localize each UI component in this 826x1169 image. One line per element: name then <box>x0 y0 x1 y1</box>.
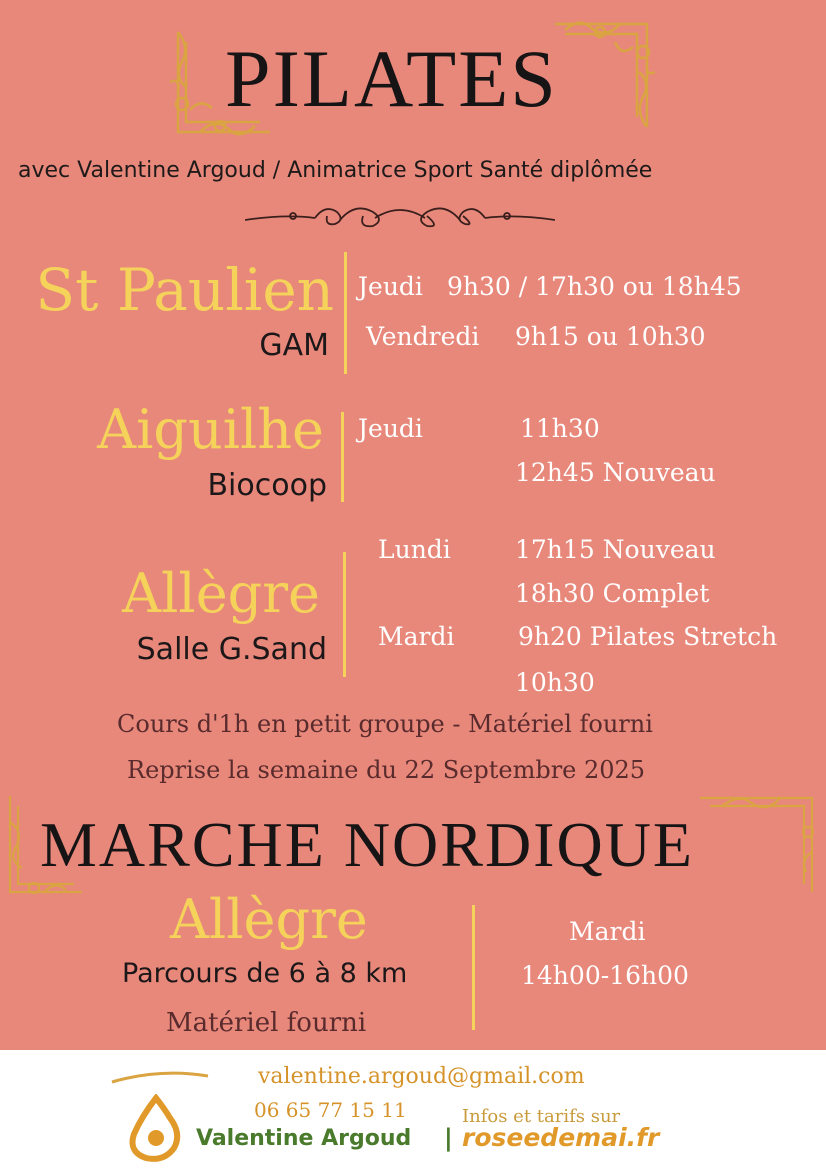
schedule-day: Mardi <box>378 622 455 651</box>
brand-separator: | <box>444 1124 453 1152</box>
schedule-times: 12h45 Nouveau <box>515 458 716 487</box>
schedule-times: 18h30 Complet <box>515 579 710 608</box>
ornament-corner-icon <box>700 792 822 902</box>
ornament-corner-icon <box>555 12 665 137</box>
schedule-times: 9h15 ou 10h30 <box>515 322 706 351</box>
footer-email[interactable]: valentine.argoud@gmail.com <box>258 1064 585 1089</box>
nordic-equipment: Matériel fourni <box>166 1008 367 1038</box>
page-title: PILATES <box>225 33 558 124</box>
brand-swoosh-icon <box>110 1068 210 1088</box>
divider-line <box>341 412 344 502</box>
footer-info-label: Infos et tarifs sur <box>462 1106 621 1127</box>
location-place: GAM <box>259 328 329 363</box>
flourish-divider-icon <box>245 198 555 234</box>
schedule-times: 17h15 Nouveau <box>515 535 716 564</box>
schedule-times: 9h20 Pilates Stretch <box>518 622 778 651</box>
divider-line <box>344 252 347 374</box>
info-line: Reprise la semaine du 22 Septembre 2025 <box>127 756 646 784</box>
nordic-city: Allègre <box>170 888 368 951</box>
schedule-times: 11h30 <box>520 414 600 443</box>
location-place: Biocoop <box>207 468 327 503</box>
brand-name: Valentine Argoud <box>196 1126 412 1151</box>
location-city: Allègre <box>122 562 320 625</box>
schedule-times: 10h30 <box>515 668 595 697</box>
drop-logo-icon <box>122 1094 190 1162</box>
info-line: Cours d'1h en petit groupe - Matériel fourni <box>117 710 653 738</box>
schedule-day: Jeudi <box>358 272 423 301</box>
location-place: Salle G.Sand <box>136 632 327 667</box>
divider-line <box>343 552 346 677</box>
website-link[interactable]: roseedemai.fr <box>462 1123 660 1152</box>
footer-phone[interactable]: 06 65 77 15 11 <box>254 1098 407 1122</box>
divider-line <box>472 905 475 1030</box>
schedule-day: Jeudi <box>358 414 423 443</box>
nordic-route: Parcours de 6 à 8 km <box>122 958 408 989</box>
schedule-day: Lundi <box>378 535 451 564</box>
nordic-day: Mardi <box>569 917 646 946</box>
schedule-times: 9h30 / 17h30 ou 18h45 <box>447 272 742 301</box>
subtitle: avec Valentine Argoud / Animatrice Sport Santé diplômée <box>18 158 653 183</box>
nordic-title: MARCHE NORDIQUE <box>40 809 694 880</box>
location-city: Aiguilhe <box>97 398 324 461</box>
location-city: St Paulien <box>35 256 334 324</box>
schedule-day: Vendredi <box>366 322 480 351</box>
nordic-time: 14h00-16h00 <box>521 961 689 990</box>
